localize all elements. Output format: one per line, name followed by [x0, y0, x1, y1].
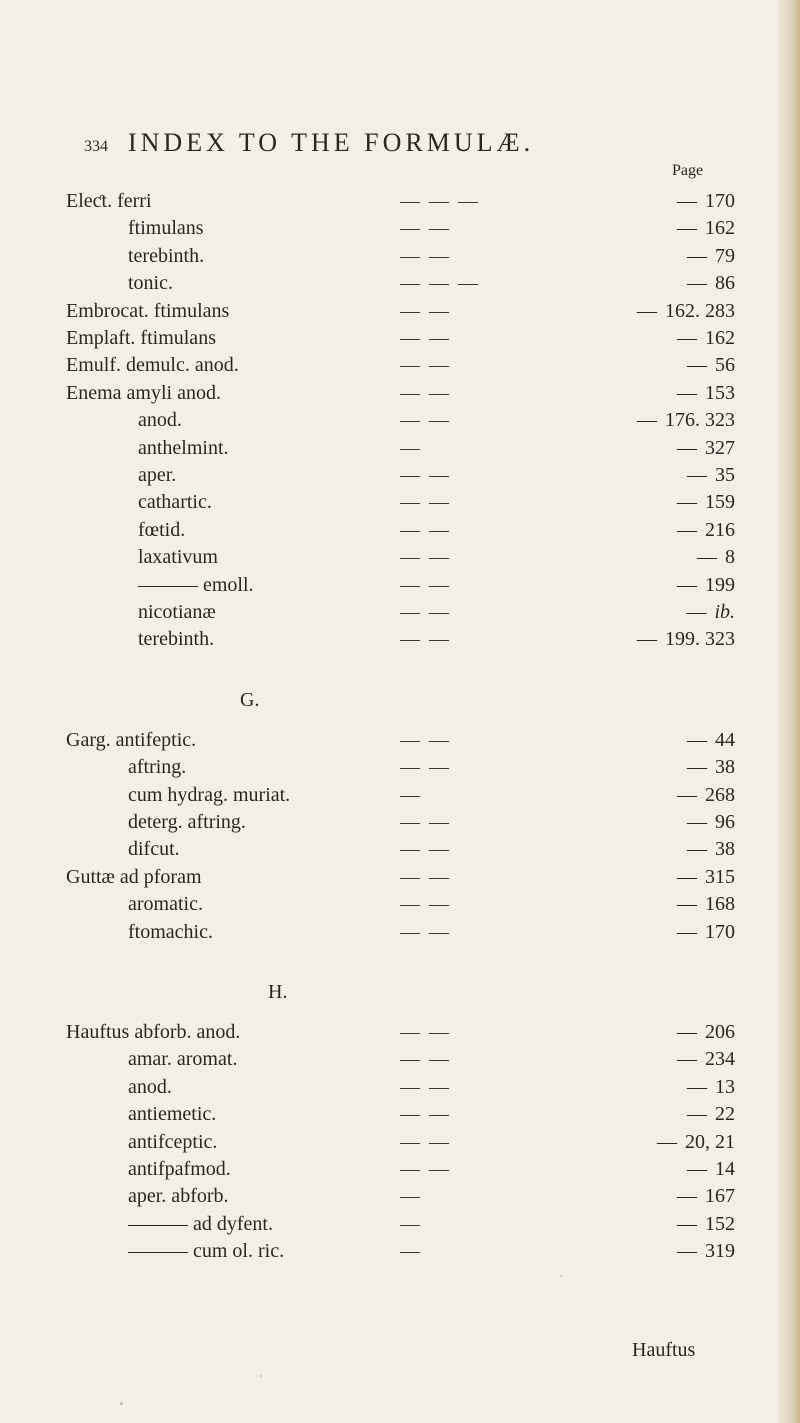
- entry-page-ref: [595, 298, 735, 324]
- entry-page-ref: [595, 599, 735, 625]
- index-entry: [0, 435, 800, 461]
- entry-page-ref: [595, 215, 735, 241]
- index-entry: [0, 188, 800, 214]
- page-dash: —: [677, 865, 697, 888]
- entry-page-ref: [595, 754, 735, 780]
- entry-page-ref: [595, 1183, 735, 1209]
- index-entry: [0, 352, 800, 378]
- index-entry: [0, 809, 800, 835]
- entry-term: antifceptic.: [128, 1130, 218, 1153]
- index-entry: [0, 517, 800, 543]
- page-dash: —: [677, 190, 697, 212]
- index-entry: [0, 1129, 800, 1155]
- page-dash: —: [687, 464, 707, 486]
- entry-page-ref: [595, 1101, 735, 1127]
- page-number-ref: 167: [705, 1185, 735, 1208]
- page-number-ref: 315: [705, 865, 735, 888]
- entry-page-ref: [595, 1238, 735, 1264]
- page-dash: —: [657, 1130, 677, 1153]
- page-number-ref: 14: [715, 1158, 735, 1180]
- section-letter: G.: [240, 688, 260, 711]
- page-number-ref: 199: [705, 573, 735, 596]
- entry-page-ref: [595, 462, 735, 488]
- leader-dashes: —: [400, 1185, 422, 1208]
- index-entry: [0, 544, 800, 570]
- page-dash: —: [687, 1158, 707, 1180]
- page-number-ref: 8: [725, 546, 735, 569]
- paper-speck: [260, 1375, 262, 1377]
- page-number-ref: 162: [705, 217, 735, 240]
- entry-term: aftring.: [128, 756, 187, 779]
- page-number-ref: 176. 323: [665, 409, 735, 432]
- index-entry: [0, 1211, 800, 1237]
- entry-term: fœtid.: [138, 518, 186, 541]
- index-entry: [0, 891, 800, 917]
- entry-page-ref: [595, 626, 735, 652]
- page-dash: —: [687, 838, 707, 861]
- leader-dashes: — —: [400, 1130, 451, 1153]
- index-entry: [0, 462, 800, 488]
- leader-dashes: — —: [400, 1075, 451, 1098]
- entry-term: Emplaft. ftimulans: [66, 327, 216, 349]
- entry-term: aromatic.: [128, 893, 203, 916]
- leader-dashes: — —: [400, 893, 451, 916]
- leader-dashes: — —: [400, 381, 451, 404]
- index-entry: [0, 298, 800, 324]
- leader-dashes: — —: [400, 491, 451, 514]
- index-entry: [0, 599, 800, 625]
- entry-term: ——— ad dyfent.: [128, 1212, 273, 1235]
- index-entry: [0, 626, 800, 652]
- entry-term: aper. abforb.: [128, 1185, 229, 1208]
- entry-term: ftomachic.: [128, 920, 213, 943]
- index-entry: [0, 1238, 800, 1264]
- page-number-ref: 38: [715, 838, 735, 861]
- leader-dashes: — —: [400, 299, 451, 322]
- entry-term: tonic.: [128, 272, 173, 295]
- page-dash: —: [677, 491, 697, 514]
- leader-dashes: — —: [400, 756, 451, 779]
- page-dash: —: [697, 546, 717, 569]
- page-dash: —: [677, 1240, 697, 1263]
- page-number-ref: 22: [715, 1103, 735, 1126]
- leader-dashes: — —: [400, 464, 451, 486]
- page-dash: —: [687, 728, 707, 751]
- entry-page-ref: [595, 380, 735, 406]
- index-entry: [0, 1074, 800, 1100]
- entry-page-ref: [595, 1019, 735, 1045]
- entry-term: antifpafmod.: [128, 1158, 231, 1180]
- page-number-ref: 13: [715, 1075, 735, 1098]
- index-entry: [0, 243, 800, 269]
- page-number-ref: 79: [715, 244, 735, 267]
- index-entry: [0, 1019, 800, 1045]
- leader-dashes: — —: [400, 838, 451, 861]
- entry-page-ref: [595, 489, 735, 515]
- page-dash: —: [677, 436, 697, 459]
- entry-term: antiemetic.: [128, 1103, 217, 1126]
- page-dash: —: [687, 354, 707, 377]
- entry-page-ref: [595, 270, 735, 296]
- entry-term: Embrocat. ftimulans: [66, 299, 230, 322]
- entry-page-ref: [595, 864, 735, 890]
- leader-dashes: — —: [400, 865, 451, 888]
- entry-term: Eleƈt. ferri: [66, 190, 152, 212]
- entry-term: cum hydrag. muriat.: [128, 783, 291, 806]
- entry-page-ref: [595, 809, 735, 835]
- leader-dashes: — —: [400, 1021, 451, 1043]
- entry-term: laxativum: [138, 546, 218, 569]
- entry-term: ——— emoll.: [138, 573, 254, 596]
- index-entry: [0, 407, 800, 433]
- entry-page-ref: [595, 919, 735, 945]
- page-number-ref: 216: [705, 518, 735, 541]
- page-number-ref: 153: [705, 381, 735, 404]
- page-dash: —: [687, 1103, 707, 1126]
- entry-page-ref: [595, 407, 735, 433]
- leader-dashes: — —: [400, 920, 451, 943]
- leader-dashes: —: [400, 1212, 422, 1235]
- entry-page-ref: [595, 1129, 735, 1155]
- page-dash: —: [687, 756, 707, 779]
- page-number-ref: 152: [705, 1212, 735, 1235]
- leader-dashes: —: [400, 1240, 422, 1263]
- page-number-ref: 162: [705, 327, 735, 349]
- page-number-ref: 268: [705, 783, 735, 806]
- leader-dashes: — —: [400, 244, 451, 267]
- page-dash: —: [677, 518, 697, 541]
- page-dash: —: [677, 1021, 697, 1043]
- index-entry: [0, 919, 800, 945]
- leader-dashes: — —: [400, 327, 451, 349]
- index-entry: [0, 864, 800, 890]
- index-entry: [0, 1101, 800, 1127]
- leader-dashes: — —: [400, 1103, 451, 1126]
- entry-term: ——— cum ol. ric.: [128, 1240, 285, 1263]
- page-dash: —: [677, 217, 697, 240]
- leader-dashes: — — —: [400, 190, 480, 212]
- entry-term: cathartic.: [138, 491, 212, 514]
- index-entry: [0, 754, 800, 780]
- leader-dashes: — —: [400, 1158, 451, 1180]
- entry-page-ref: [595, 544, 735, 570]
- page-dash: —: [686, 601, 707, 623]
- leader-dashes: — —: [400, 354, 451, 377]
- page-number-ref: 206: [705, 1021, 735, 1043]
- leader-dashes: — —: [400, 546, 451, 569]
- leader-dashes: — —: [400, 573, 451, 596]
- entry-term: nicotianæ: [138, 601, 216, 623]
- entry-term: Guttæ ad pforam: [66, 865, 202, 888]
- page-number-ref: 319: [705, 1240, 735, 1263]
- entry-term: anod.: [138, 409, 182, 432]
- page-dash: —: [677, 783, 697, 806]
- page-dash: —: [687, 272, 707, 295]
- entry-page-ref: [595, 517, 735, 543]
- entry-page-ref: [595, 435, 735, 461]
- page-dash: —: [687, 811, 707, 833]
- entry-term: terebinth.: [138, 628, 215, 651]
- leader-dashes: —: [400, 783, 422, 806]
- leader-dashes: — —: [400, 811, 451, 833]
- index-entry: [0, 380, 800, 406]
- page-dash: —: [687, 1075, 707, 1098]
- entry-term: aper.: [138, 464, 177, 486]
- page-number-ref: 96: [715, 811, 735, 833]
- page-number-ref: 38: [715, 756, 735, 779]
- page-dash: —: [677, 327, 697, 349]
- page-number: 334: [84, 138, 108, 155]
- page-title: INDEX TO THE FORMULÆ.: [128, 128, 535, 157]
- page-column-label: Page: [672, 162, 704, 179]
- entry-term: anod.: [128, 1075, 172, 1098]
- index-entry: [0, 1183, 800, 1209]
- page-number-ref: ib.: [714, 601, 735, 623]
- entry-term: deterg. aftring.: [128, 811, 246, 833]
- page-number-ref: 170: [705, 920, 735, 943]
- catchword: Hauftus: [632, 1339, 696, 1361]
- entry-term: difcut.: [128, 838, 180, 861]
- leader-dashes: — —: [400, 409, 451, 432]
- entry-term: anthelmint.: [138, 436, 229, 459]
- page-number-ref: 234: [705, 1048, 735, 1071]
- entry-page-ref: [595, 188, 735, 214]
- index-entry: [0, 489, 800, 515]
- index-entry: [0, 1156, 800, 1182]
- page-number-ref: 327: [705, 436, 735, 459]
- index-entry: [0, 1046, 800, 1072]
- page-header: [84, 128, 534, 158]
- page-dash: —: [637, 628, 657, 651]
- entry-term: terebinth.: [128, 244, 205, 267]
- leader-dashes: — —: [400, 1048, 451, 1071]
- entry-term: ftimulans: [128, 217, 204, 240]
- paper-speck: [560, 1275, 562, 1277]
- page-dash: —: [677, 1212, 697, 1235]
- leader-dashes: — —: [400, 518, 451, 541]
- page-number-ref: 162. 283: [665, 299, 735, 322]
- entry-page-ref: [595, 572, 735, 598]
- page-dash: —: [677, 920, 697, 943]
- page-dash: —: [677, 1048, 697, 1071]
- entry-page-ref: [595, 1046, 735, 1072]
- leader-dashes: — —: [400, 601, 451, 623]
- page-dash: —: [677, 1185, 697, 1208]
- entry-term: Emulf. demulc. anod.: [66, 354, 239, 377]
- leader-dashes: — — —: [400, 272, 480, 295]
- page-dash: —: [637, 299, 657, 322]
- page-dash: —: [687, 244, 707, 267]
- entry-page-ref: [595, 836, 735, 862]
- page-dash: —: [677, 573, 697, 596]
- entry-page-ref: [595, 243, 735, 269]
- entry-term: Garg. antifeptic.: [66, 728, 197, 751]
- index-entry: [0, 572, 800, 598]
- index-entry: [0, 325, 800, 351]
- page-number-ref: 199. 323: [665, 628, 735, 651]
- page-dash: —: [677, 381, 697, 404]
- entry-page-ref: [595, 1156, 735, 1182]
- index-entry: [0, 270, 800, 296]
- page-dash: —: [637, 409, 657, 432]
- entry-page-ref: [595, 1211, 735, 1237]
- entry-term: Enema amyli anod.: [66, 381, 221, 404]
- leader-dashes: — —: [400, 728, 451, 751]
- leader-dashes: —: [400, 436, 422, 459]
- entry-page-ref: [595, 325, 735, 351]
- entry-page-ref: [595, 891, 735, 917]
- leader-dashes: — —: [400, 217, 451, 240]
- page-number-ref: 20, 21: [685, 1130, 735, 1153]
- index-entry: [0, 836, 800, 862]
- paper-speck: [120, 1402, 123, 1405]
- section-letter: H.: [268, 981, 288, 1003]
- entry-page-ref: [595, 727, 735, 753]
- page-number-ref: 35: [715, 464, 735, 486]
- index-entry: [0, 782, 800, 808]
- page-number-ref: 168: [705, 893, 735, 916]
- entry-term: amar. aromat.: [128, 1048, 238, 1071]
- entry-page-ref: [595, 352, 735, 378]
- entry-page-ref: [595, 1074, 735, 1100]
- page-number-ref: 86: [715, 272, 735, 295]
- entry-page-ref: [595, 782, 735, 808]
- index-entry: [0, 215, 800, 241]
- page-dash: —: [677, 893, 697, 916]
- page-number-ref: 170: [705, 190, 735, 212]
- page-number-ref: 56: [715, 354, 735, 377]
- page-number-ref: 44: [715, 728, 735, 751]
- entry-term: Hauftus abforb. anod.: [66, 1021, 241, 1043]
- leader-dashes: — —: [400, 628, 451, 651]
- page-number-ref: 159: [705, 491, 735, 514]
- index-entry: [0, 727, 800, 753]
